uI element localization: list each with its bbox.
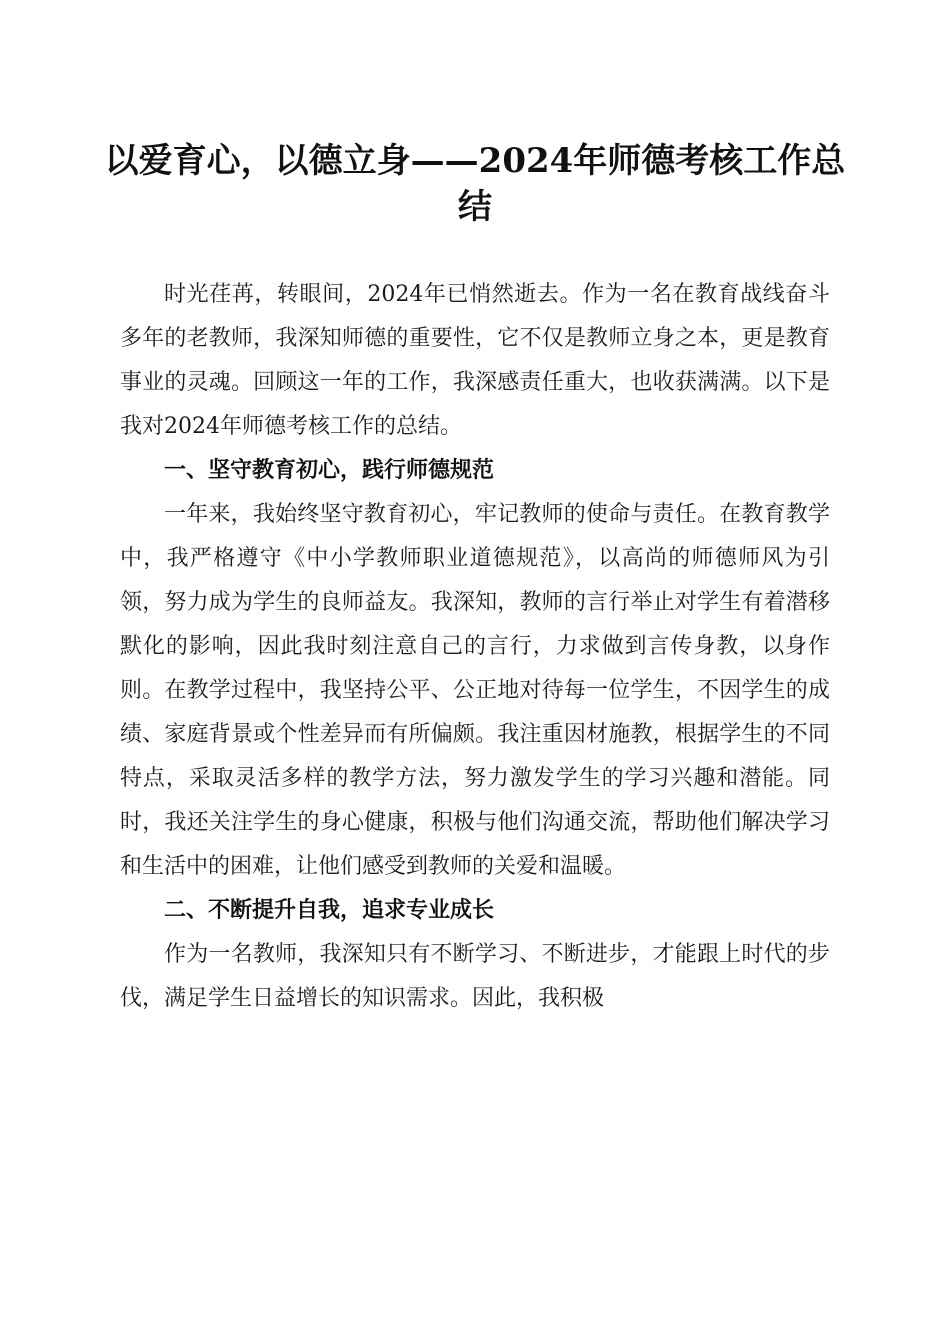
section-1-paragraph: 一年来，我始终坚守教育初心，牢记教师的使命与责任。在教育教学中，我严格遵守《中小学教师职业道德规范》，以高尚的师德师风为引领，努力成为学生的良师益友。我深知，教师的言行举止对学生有着潜移默化的影响，因此我时刻注意自己的言行，力求做到言传身教，以身作则。在教学过程中，我坚持公平、公正地对待每一位学生，不因学生的成绩、家庭背景或个性差异而有所偏颇。我注重因材施教，根据学生的不同特点，采取灵活多样的教学方法，努力激发学生的学习兴趣和潜能。同时，我还关注学生的身心健康，积极与他们沟通交流，帮助他们解决学习和生活中的困难，让他们感受到教师的关爱和温暖。: [120, 502, 830, 879]
section-2-paragraph: 作为一名教师，我深知只有不断学习、不断进步，才能跟上时代的步伐，满足学生日益增长的知识需求。因此，我积极: [120, 942, 830, 1011]
document-title: 以爱育心，以德立身——2024年师德考核工作总结: [104, 141, 846, 227]
document-body: [120, 273, 830, 1021]
intro-paragraph: 时光荏苒，转眼间，2024年已悄然逝去。作为一名在教育战线奋斗多年的老教师，我深知师德的重要性，它不仅是教师立身之本，更是教育事业的灵魂。回顾这一年的工作，我深感责任重大，也收获满满。以下是我对2024年师德考核工作的总结。: [120, 282, 830, 439]
section-2-heading: 二、不断提升自我，追求专业成长: [164, 898, 495, 923]
section-1-heading: 一、坚守教育初心，践行师德规范: [164, 458, 495, 483]
